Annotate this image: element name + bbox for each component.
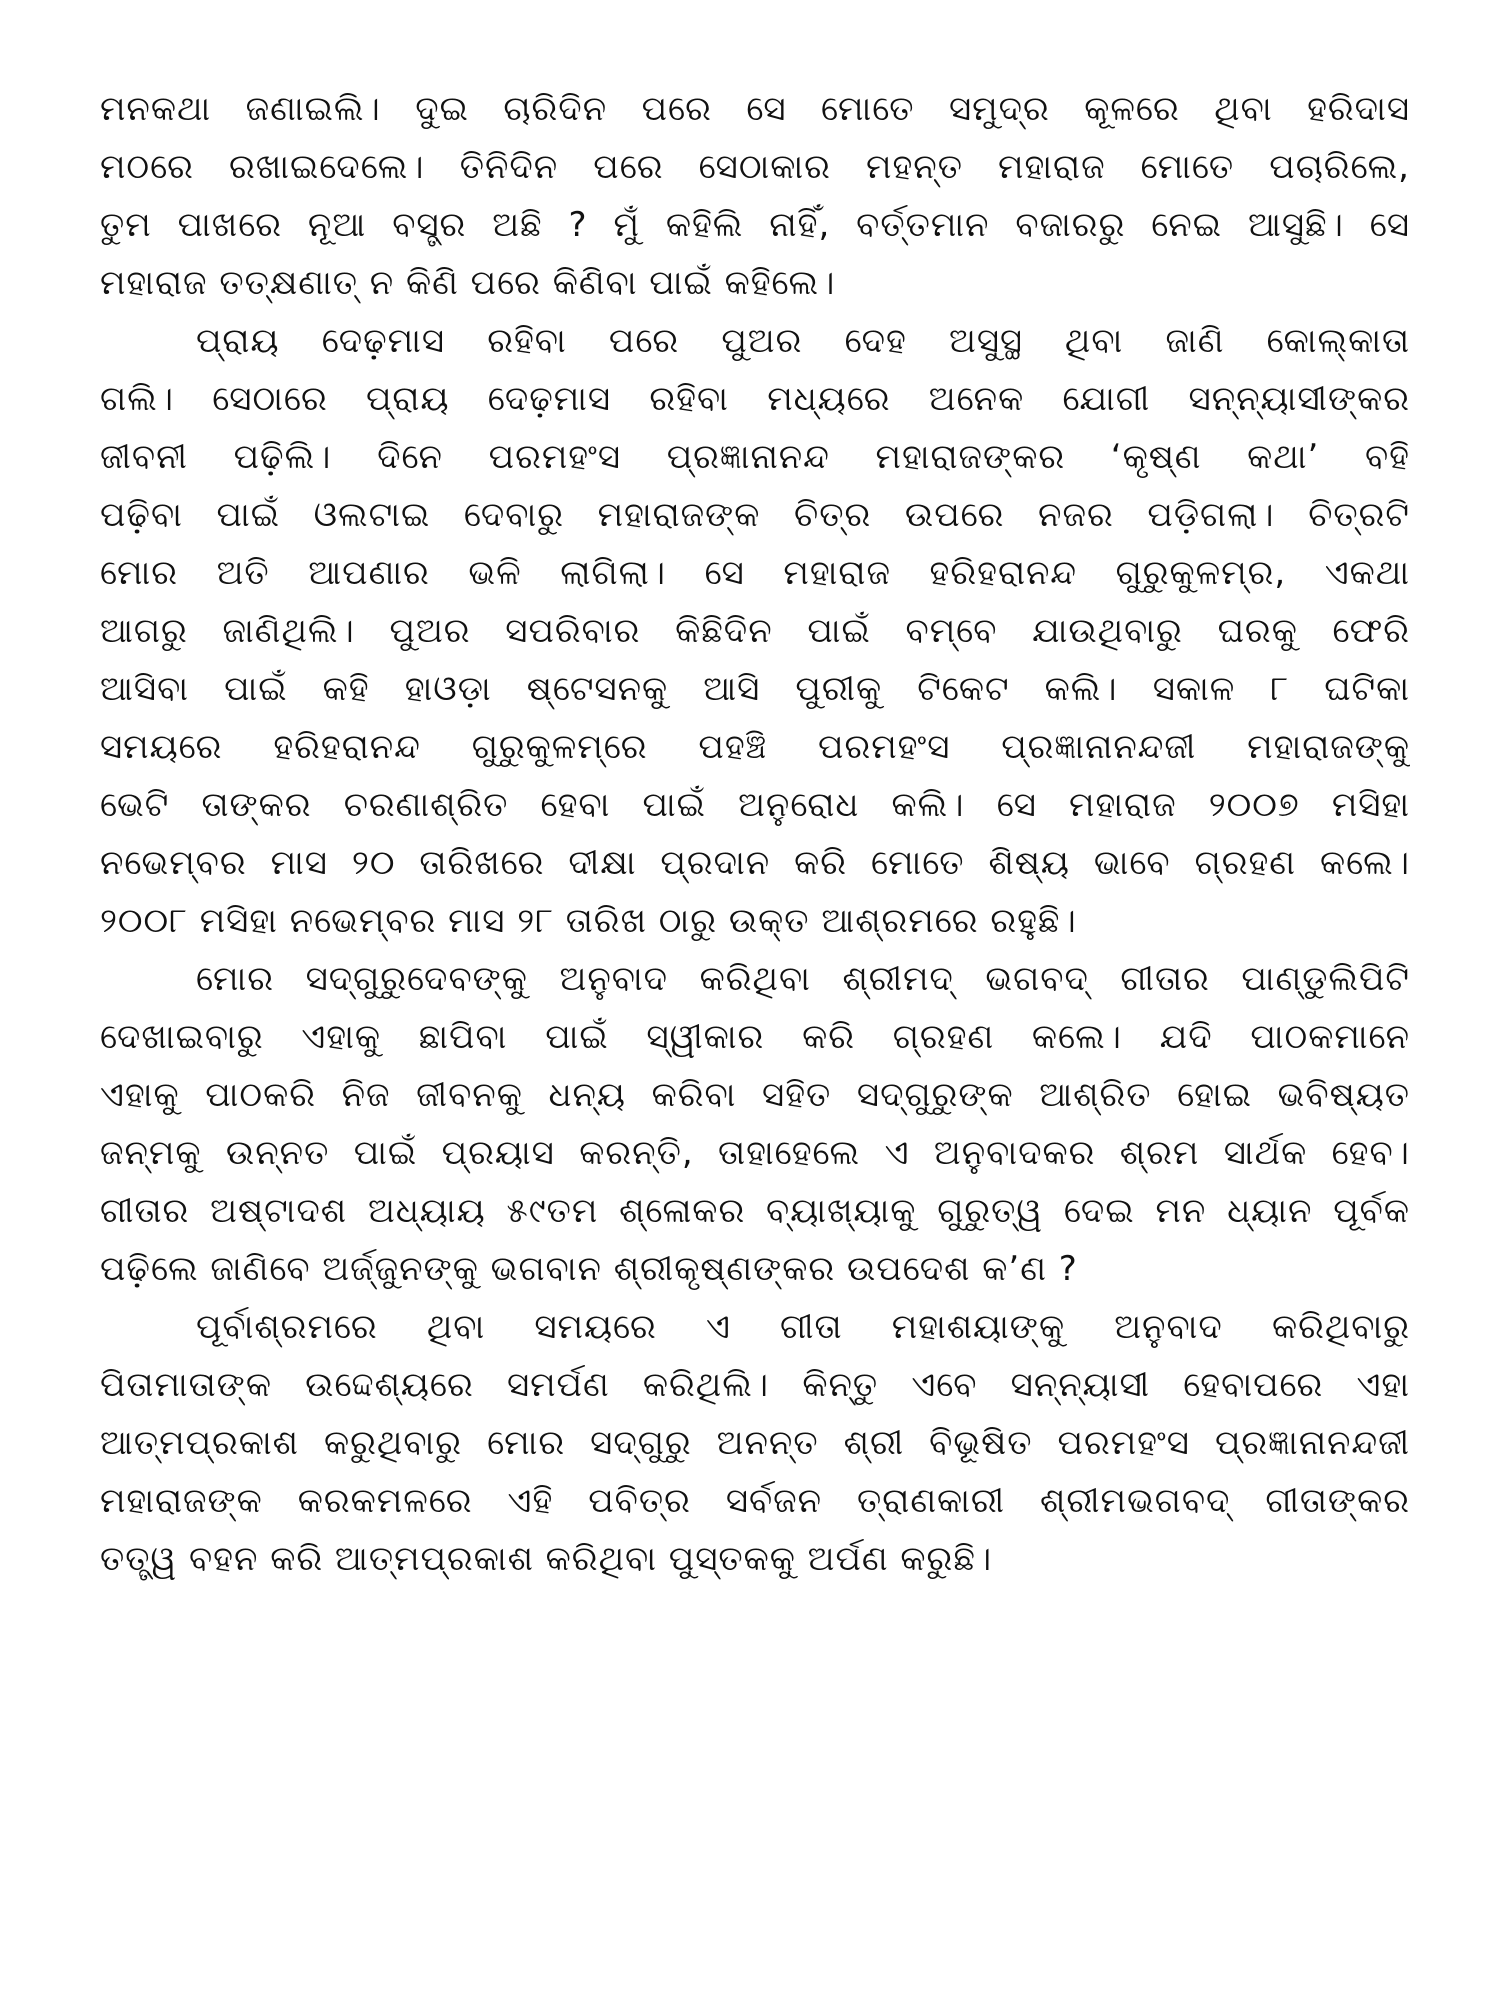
text-line: ମୋର ଅତି ଆପଣାର ଭଳି ଲାଗିଲା। ସେ ମହାରାଜ ହରିହରାନନ୍ଦ ଗୁରୁକୁଳମ୍‌ର, ଏକଥା xyxy=(100,553,1410,593)
text-line: ପୂର୍ବାଶ୍ରମରେ ଥିବା ସମୟରେ ଏ ଗୀତା ମହାଶୟାଙ୍କୁ ଅନୁବାଦ କରିଥିବାରୁ xyxy=(196,1307,1410,1347)
text-line: ଆତ୍ମପ୍ରକାଶ କରୁଥିବାରୁ ମୋର ସଦ୍‌ଗୁରୁ ଅନନ୍ତ ଶ୍ରୀ ବିଭୂଷିତ ପରମହଂସ ପ୍ରଜ୍ଞାନାନନ୍ଦଜୀ xyxy=(100,1423,1410,1463)
text-line: ସମୟରେ ହରିହରାନନ୍ଦ ଗୁରୁକୁଳମ୍‌ରେ ପହଞ୍ଚି ପରମହଂସ ପ୍ରଜ୍ଞାନାନନ୍ଦଜୀ ମହାରାଜଙ୍କୁ xyxy=(100,727,1410,767)
text-line: ଏହାକୁ ପାଠକରି ନିଜ ଜୀବନକୁ ଧନ୍ୟ କରିବା ସହିତ ସଦ୍‌ଗୁରୁଙ୍କ ଆଶ୍ରିତ ହୋଇ ଭବିଷ୍ୟତ xyxy=(100,1075,1410,1115)
text-line: ଆସିବା ପାଇଁ କହି ହାଓଡ଼ା ଷ୍ଟେସନକୁ ଆସି ପୁରୀକୁ ଟିକେଟ କଲି। ସକାଳ ୮ ଘଟିକା xyxy=(100,669,1410,709)
text-line: ଦେଖାଇବାରୁ ଏହାକୁ ଛାପିବା ପାଇଁ ସ୍ୱୀକାର କରି ଗ୍ରହଣ କଲେ। ଯଦି ପାଠକମାନେ xyxy=(100,1017,1410,1057)
paragraph-1 xyxy=(100,80,1410,312)
paragraph-3 xyxy=(100,950,1410,1298)
text-line: ପଢ଼ିଲେ ଜାଣିବେ ଅର୍ଜ୍ଜୁନଙ୍କୁ ଭଗବାନ ଶ୍ରୀକୃଷ୍ଣଙ୍କର ଉପଦେଶ କ’ଣ ? xyxy=(100,1249,1078,1289)
text-line: ମଠରେ ରଖାଇଦେଲେ। ତିନିଦିନ ପରେ ସେଠାକାର ମହନ୍ତ ମହାରାଜ ମୋତେ ପଚାରିଲେ, xyxy=(100,147,1410,187)
text-line: ମନକଥା ଜଣାଇଲି। ଦୁଇ ଚାରିଦିନ ପରେ ସେ ମୋତେ ସମୁଦ୍ର କୂଳରେ ଥିବା ହରିଦାସ xyxy=(100,89,1410,129)
text-line: ଗଲି। ସେଠାରେ ପ୍ରାୟ ଦେଢ଼ମାସ ରହିବା ମଧ୍ୟରେ ଅନେକ ଯୋଗୀ ସନ୍ନ୍ୟାସୀଙ୍କର xyxy=(100,379,1410,419)
text-line: ମୋର ସଦ୍‌ଗୁରୁଦେବଙ୍କୁ ଅନୁବାଦ କରିଥିବା ଶ୍ରୀମଦ୍ ଭଗବଦ୍ ଗୀତାର ପାଣ୍ଡୁଲିପିଟି xyxy=(196,959,1410,999)
text-line: ନଭେମ୍ବର ମାସ ୨୦ ତାରିଖରେ ଦୀକ୍ଷା ପ୍ରଦାନ କରି ମୋତେ ଶିଷ୍ୟ ଭାବେ ଗ୍ରହଣ କଲେ। xyxy=(100,843,1410,883)
text-line: ଆଗରୁ ଜାଣିଥିଲି। ପୁଅର ସପରିବାର କିଛିଦିନ ପାଇଁ ବମ୍ବେ ଯାଉଥିବାରୁ ଘରକୁ ଫେରି xyxy=(100,611,1410,651)
paragraph-4 xyxy=(100,1298,1410,1588)
text-line: ମହାରାଜଙ୍କ କରକମଳରେ ଏହି ପବିତ୍ର ସର୍ବଜନ ତ୍ରାଣକାରୀ ଶ୍ରୀମଭଗବଦ୍ ଗୀତାଙ୍କର xyxy=(100,1481,1410,1521)
text-line: ଜନ୍ମକୁ ଉନ୍ନତ ପାଇଁ ପ୍ରୟାସ କରନ୍ତି, ତାହାହେଲେ ଏ ଅନୁବାଦକର ଶ୍ରମ ସାର୍ଥକ ହେବ। xyxy=(100,1133,1410,1173)
text-line: ଜୀବନୀ ପଢ଼ିଲି। ଦିନେ ପରମହଂସ ପ୍ରଜ୍ଞାନାନନ୍ଦ ମହାରାଜଙ୍କର ‘କୃଷ୍ଣ କଥା’ ବହି xyxy=(100,437,1410,477)
text-line: ମହାରାଜ ତତ୍‌କ୍ଷଣାତ୍ ନ କିଣି ପରେ କିଣିବା ପାଇଁ କହିଲେ। xyxy=(100,263,836,303)
paragraph-2 xyxy=(100,312,1410,950)
text-line: ତୁମ ପାଖରେ ନୂଆ ବସ୍ତ୍ର ଅଛି ? ମୁଁ କହିଲି ନାହିଁ, ବର୍ତ୍ତମାନ ବଜାରରୁ ନେଇ ଆସୁଛି। ସେ xyxy=(100,205,1410,245)
text-line: ପଢ଼ିବା ପାଇଁ ଓଲଟାଇ ଦେବାରୁ ମହାରାଜଙ୍କ ଚିତ୍ର ଉପରେ ନଜର ପଡ଼ିଗଲା। ଚିତ୍ରଟି xyxy=(100,495,1410,535)
text-line: ୨୦୦୮ ମସିହା ନଭେମ୍ବର ମାସ ୨୮ ତାରିଖ ଠାରୁ ଉକ୍ତ ଆଶ୍ରମରେ ରହୁଛି। xyxy=(100,901,1077,941)
document-page xyxy=(100,80,1410,1920)
text-line: ପିତାମାତାଙ୍କ ଉଦ୍ଦେଶ୍ୟରେ ସମର୍ପଣ କରିଥିଲି। କିନ୍ତୁ ଏବେ ସନ୍ନ୍ୟାସୀ ହେବାପରେ ଏହା xyxy=(100,1365,1410,1405)
text-line: ତତ୍ତ୍ୱ ବହନ କରି ଆତ୍ମପ୍ରକାଶ କରିଥିବା ପୁସ୍ତକକୁ ଅର୍ପଣ କରୁଛି। xyxy=(100,1539,993,1579)
text-line: ଭେଟି ତାଙ୍କର ଚରଣାଶ୍ରିତ ହେବା ପାଇଁ ଅନୁରୋଧ କଲି। ସେ ମହାରାଜ ୨୦୦୭ ମସିହା xyxy=(100,785,1410,825)
text-line: ପ୍ରାୟ ଦେଢ଼ମାସ ରହିବା ପରେ ପୁଅର ଦେହ ଅସୁସ୍ଥ ଥିବା ଜାଣି କୋଲ୍‌କାତା xyxy=(196,321,1410,361)
text-line: ଗୀତାର ଅଷ୍ଟାଦଶ ଅଧ୍ୟାୟ ୫୯ତମ ଶ୍ଳୋକର ବ୍ୟାଖ୍ୟାକୁ ଗୁରୁତ୍ୱ ଦେଇ ମନ ଧ୍ୟାନ ପୂର୍ବକ xyxy=(100,1191,1410,1231)
